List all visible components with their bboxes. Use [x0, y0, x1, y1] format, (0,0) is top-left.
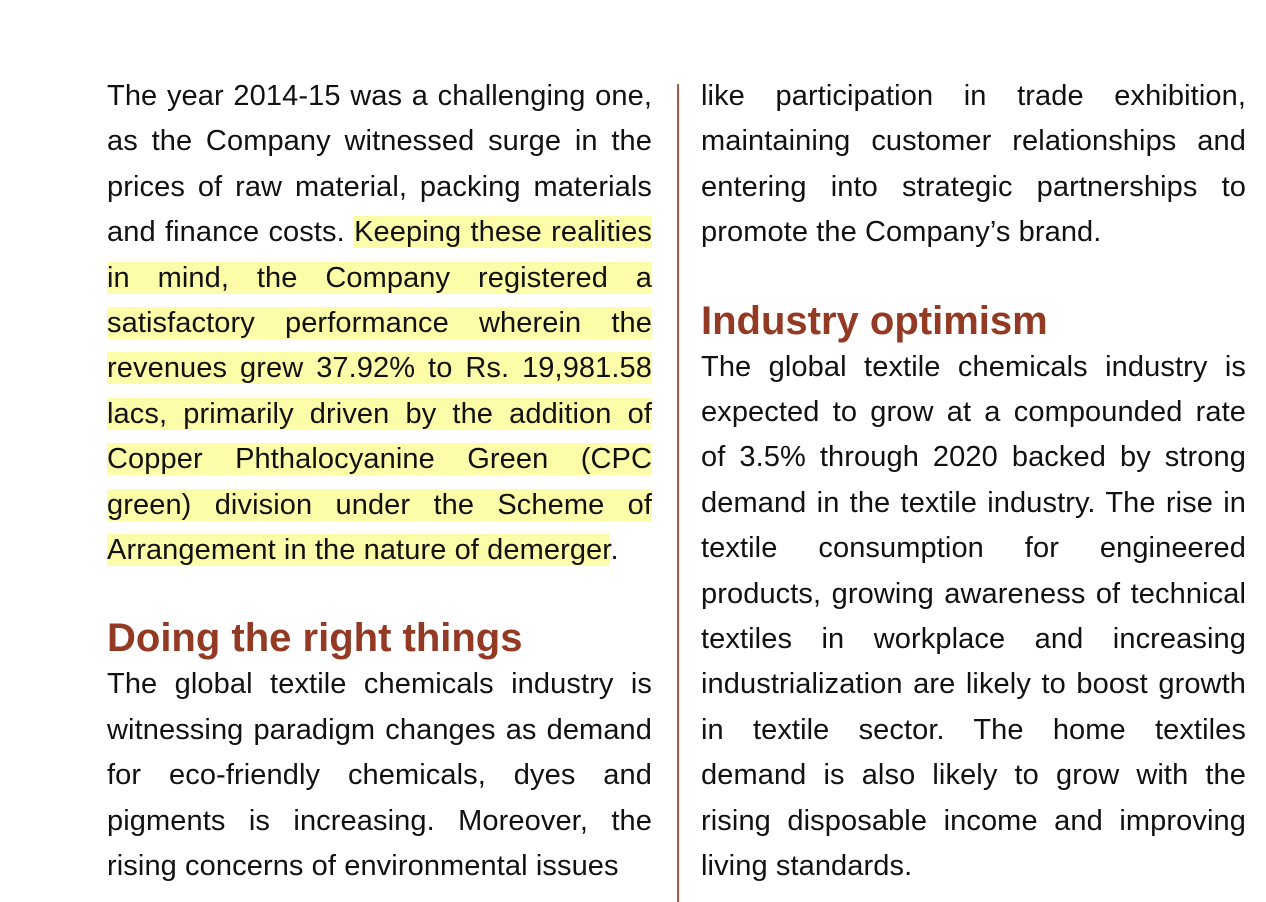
column-divider: [677, 84, 679, 902]
highlighted-text[interactable]: Keeping these realities in mind, the Company registered a satisfactory performance wherein the revenues grew 37.92% to Rs. 19,981.58 lacs, primarily driven by the addition of Copper Phthalocyanine Green (CPC green) division under the Scheme of Arrangement in the nature of demerger: [107, 216, 652, 567]
section-heading-industry-optimism: Industry optimism: [701, 298, 1048, 343]
intro-text: The year 2014-15 was a challenging one, as the Company witnessed surge in the prices of raw material, packing materials and finance costs.: [107, 80, 652, 249]
right-column: [701, 74, 1246, 890]
intro-end: .: [610, 534, 619, 567]
doing-right-things-paragraph: The global textile chemicals industry is witnessing paradigm changes as demand for eco-friendly chemicals, dyes and pigments is increasing. Moreover, the rising concerns of environmental issues: [107, 668, 652, 883]
section-heading-doing-right-things: Doing the right things: [107, 616, 523, 661]
intro-paragraph: [107, 74, 652, 573]
continued-paragraph: like participation in trade exhibition, maintaining customer relationships and entering into strategic partnerships to promote the Company’s brand.: [701, 80, 1246, 249]
industry-optimism-paragraph: The global textile chemicals industry is expected to grow at a compounded rate of 3.5% through 2020 backed by strong demand in the textile industry. The rise in textile consumption for engineered products, growing awareness of technical textiles in workplace and increasing industrialization are likely to boost growth in textile sector. The home textiles demand is also likely to grow with the rising disposable income and improving living standards.: [701, 350, 1246, 883]
left-column: [107, 74, 652, 890]
